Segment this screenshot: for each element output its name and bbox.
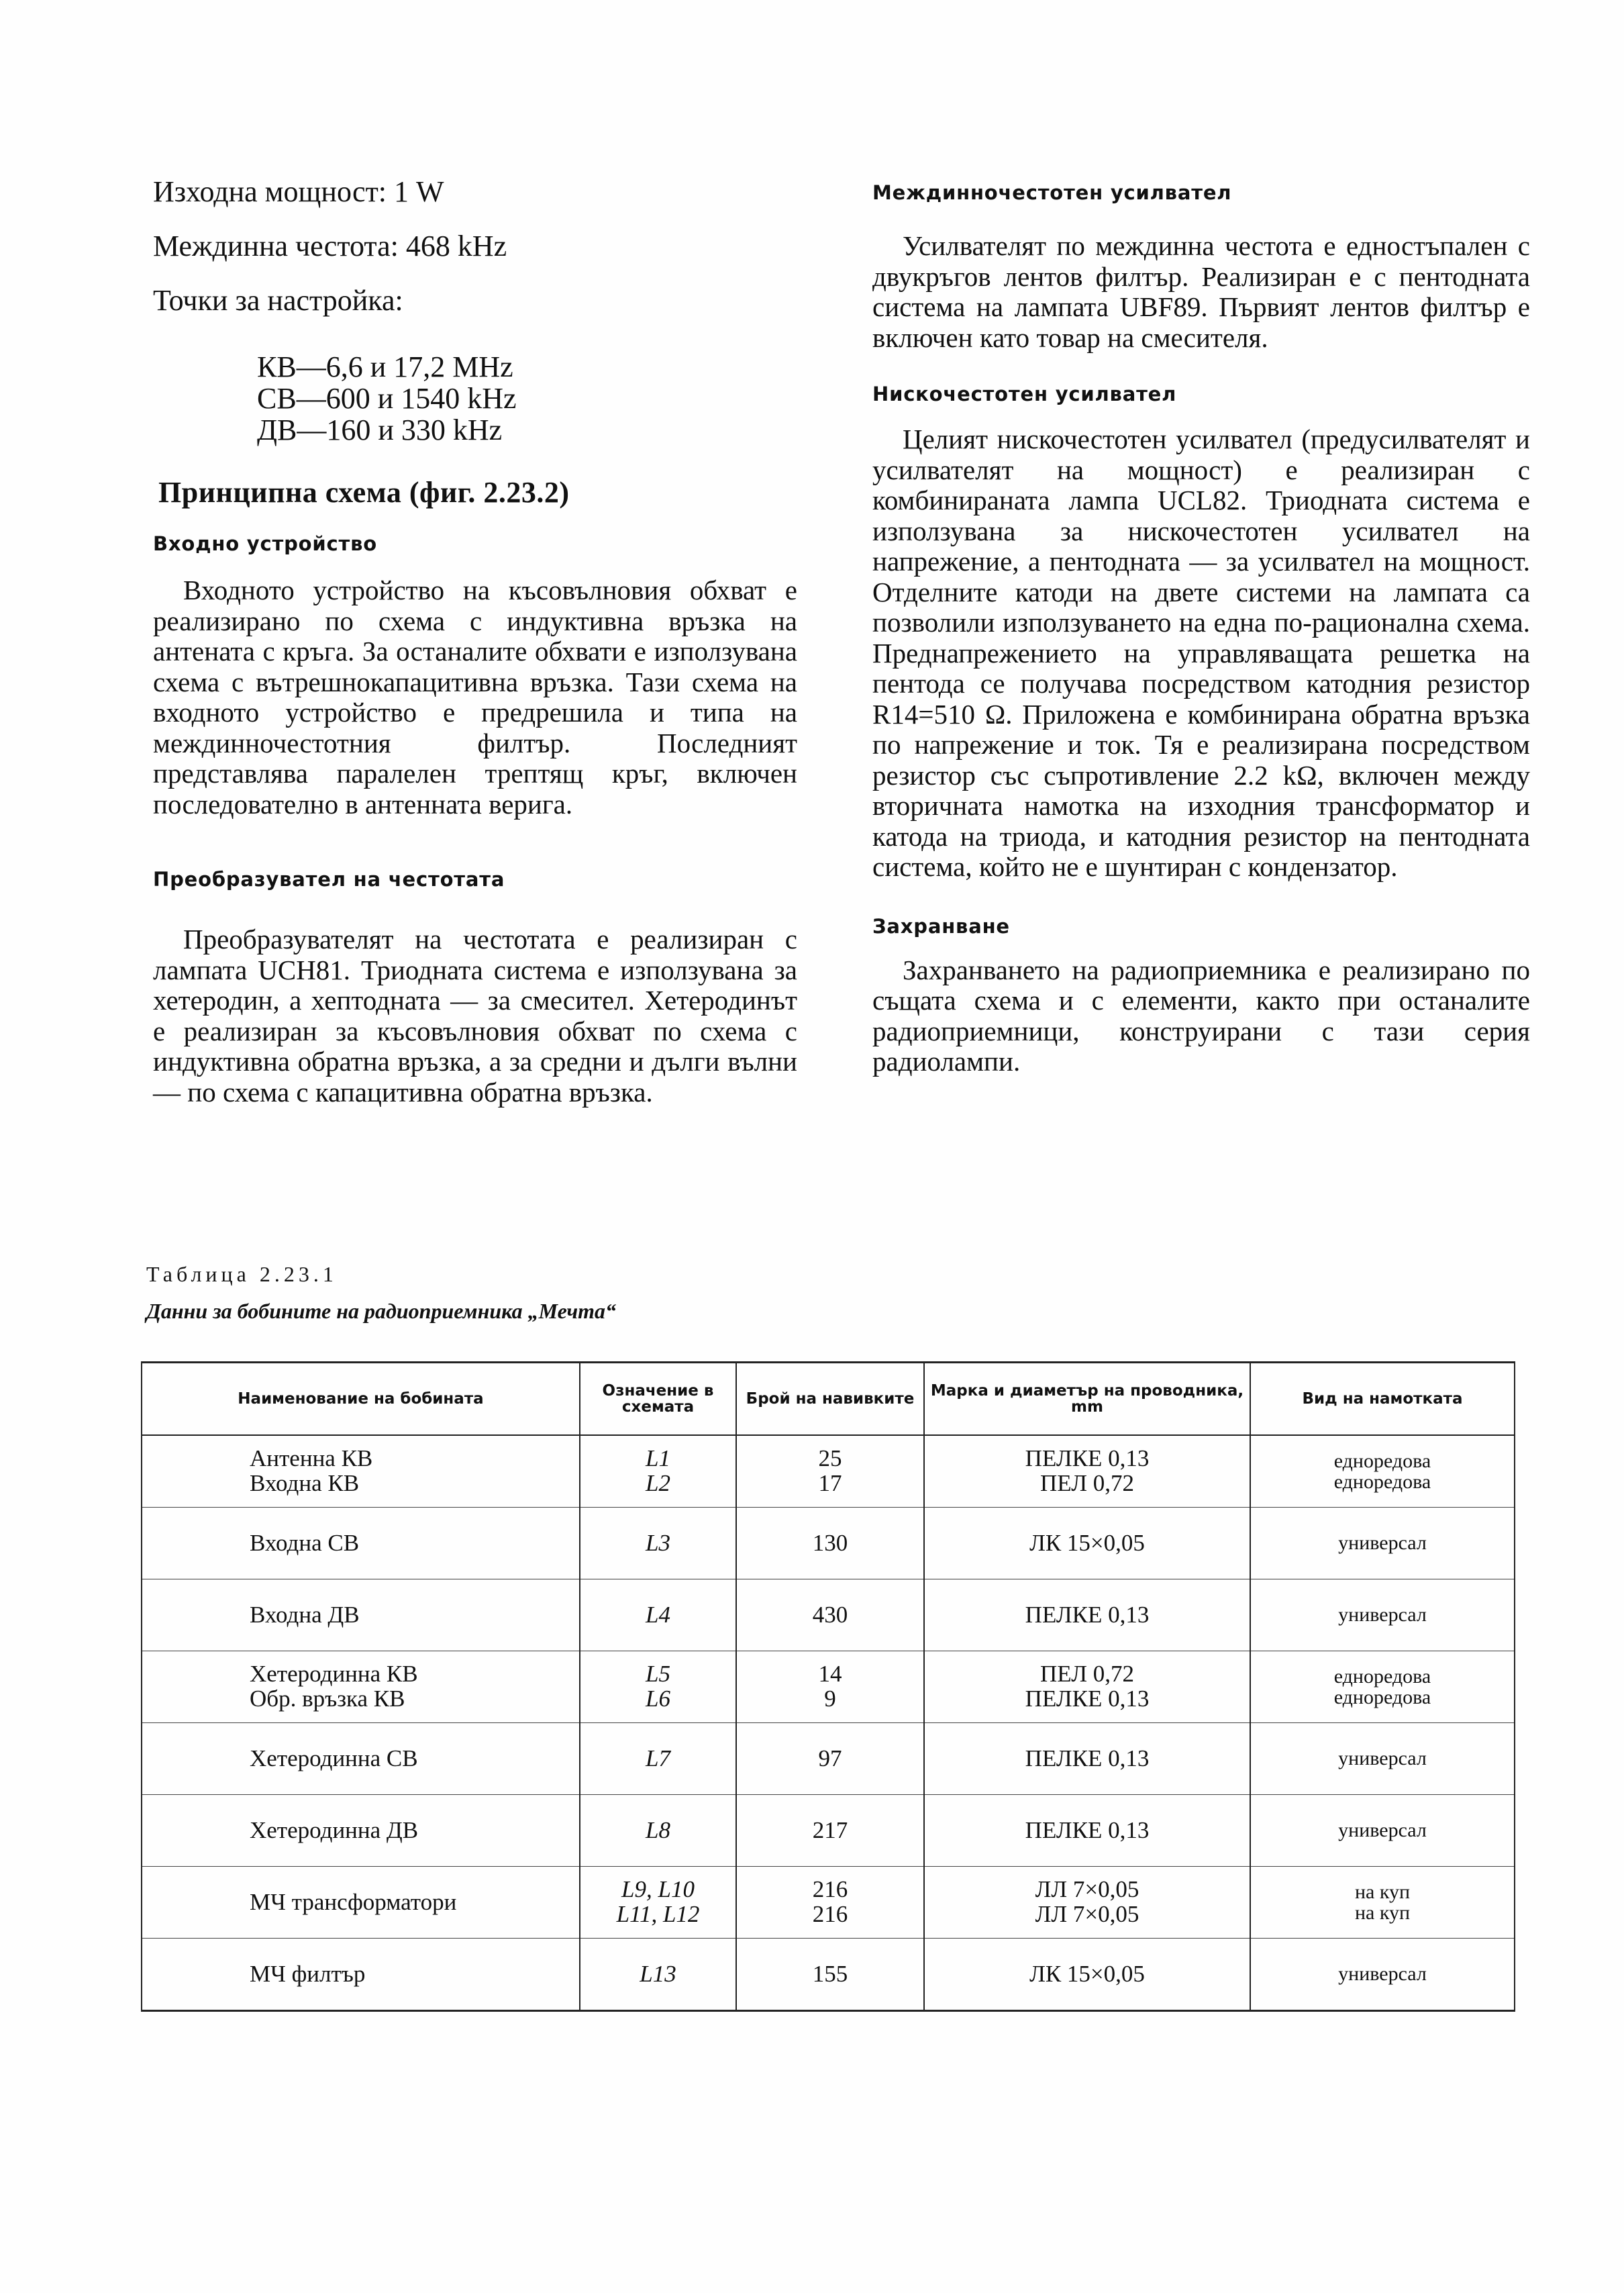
wire-cell: ПЕЛ 0,72 ПЕЛКЕ 0,13 bbox=[924, 1651, 1250, 1723]
wire-cell: ПЕЛКЕ 0,13 ПЕЛ 0,72 bbox=[924, 1435, 1250, 1508]
table-row bbox=[142, 1939, 1515, 2011]
table-caption bbox=[146, 1262, 616, 1324]
if-amplifier-text: Усилвателят по междинна честота е едностъпален с двукръгов лентов филтър. Реализиран е с пентодната система на лампата UBF89. Първият лентов филтър е включен като товар на смесителя. bbox=[872, 230, 1530, 353]
if-amplifier-heading: Междинночестотен усилвател bbox=[872, 181, 1232, 204]
header-turns: Брой на навивките bbox=[736, 1363, 924, 1436]
coil-name-cell: МЧ трансформатори bbox=[142, 1867, 580, 1939]
table-row bbox=[142, 1435, 1515, 1508]
input-section-text: Входното устройство на късовълновия обхват е реализирано по схема с индуктивна връзка на антената с кръга. За останалите обхвати е използувана схема с вътрешнокапацитивна връзка. Тази схема на входното устройство е предрешила и типа на междинночестотния филтър. Последният представлява паралелен трептящ кръг, включен последователно в антенната верига. bbox=[153, 575, 797, 820]
turns-cell: 97 bbox=[736, 1723, 924, 1795]
designation-cell: L9, L10 L11, L12 bbox=[580, 1867, 736, 1939]
table-row bbox=[142, 1795, 1515, 1867]
turns-cell: 25 17 bbox=[736, 1435, 924, 1508]
tuning-kv: КВ—6,6 и 17,2 MHz bbox=[257, 350, 513, 383]
turns-cell: 430 bbox=[736, 1579, 924, 1651]
winding-type-cell: универсал bbox=[1250, 1723, 1515, 1795]
table-row bbox=[142, 1579, 1515, 1651]
designation-cell: L8 bbox=[580, 1795, 736, 1867]
winding-type-cell: универсал bbox=[1250, 1579, 1515, 1651]
turns-cell: 14 9 bbox=[736, 1651, 924, 1723]
input-section-heading: Входно устройство bbox=[153, 532, 377, 556]
turns-cell: 216 216 bbox=[736, 1867, 924, 1939]
table-row bbox=[142, 1651, 1515, 1723]
coil-data-table bbox=[141, 1361, 1515, 2012]
designation-cell: L7 bbox=[580, 1723, 736, 1795]
header-wire: Марка и диаметър на проводника, mm bbox=[924, 1363, 1250, 1436]
header-coil-name: Наименование на бобината bbox=[142, 1363, 580, 1436]
wire-cell: ПЕЛКЕ 0,13 bbox=[924, 1723, 1250, 1795]
turns-cell: 130 bbox=[736, 1508, 924, 1579]
intermediate-frequency: Междинна честота: 468 kHz bbox=[153, 230, 507, 262]
lf-amplifier-text: Целият нискочестотен усилвател (предусилвателят и усилвателят на мощност) е реализиран с комбинираната лампа UCL82. Триодната система е използувана за нискочестотен усилвател на напрежение, а пентодната — за усилвател на мощност. Отделните катоди на двете системи на лампата са позволили използуването на една по-рационална схема. Преднапрежението на управляващата решетка на пентода се получава посредством катодния резистор R14=510 Ω. Приложена е комбинирана обратна връзка по напрежение и ток. Тя е реализирана посредством резистор със съпротивление 2.2 kΩ, включен между вторичната намотка на изходния трансформатор и катода на триода, и катодния резистор на пентодната система, който не е шунтиран с кондензатор. bbox=[872, 424, 1530, 882]
coil-name-cell: Антенна КВ Входна КВ bbox=[142, 1435, 580, 1508]
wire-cell: ЛЛ 7×0,05 ЛЛ 7×0,05 bbox=[924, 1867, 1250, 1939]
coil-name-cell: Хетеродинна ДВ bbox=[142, 1795, 580, 1867]
header-winding-type: Вид на намотката bbox=[1250, 1363, 1515, 1436]
winding-type-cell: универсал bbox=[1250, 1795, 1515, 1867]
converter-section-heading: Преобразувател на честотата bbox=[153, 868, 505, 891]
designation-cell: L13 bbox=[580, 1939, 736, 2011]
tuning-points-list bbox=[153, 351, 797, 446]
output-power: Изходна мощност: 1 W bbox=[153, 175, 444, 208]
winding-type-cell: универсал bbox=[1250, 1939, 1515, 2011]
designation-cell: L5 L6 bbox=[580, 1651, 736, 1723]
winding-type-cell: едноредова едноредова bbox=[1250, 1435, 1515, 1508]
table-number: Таблица 2.23.1 bbox=[146, 1262, 338, 1286]
wire-cell: ПЕЛКЕ 0,13 bbox=[924, 1579, 1250, 1651]
winding-type-cell: едноредова едноредова bbox=[1250, 1651, 1515, 1723]
turns-cell: 217 bbox=[736, 1795, 924, 1867]
winding-type-cell: универсал bbox=[1250, 1508, 1515, 1579]
coil-name-cell: Входна СВ bbox=[142, 1508, 580, 1579]
header-designation: Означение в схемата bbox=[580, 1363, 736, 1436]
tuning-points-label: Точки за настройка: bbox=[153, 284, 403, 317]
wire-cell: ЛК 15×0,05 bbox=[924, 1939, 1250, 2011]
table-row bbox=[142, 1867, 1515, 1939]
lf-amplifier-heading: Нискочестотен усилвател bbox=[872, 383, 1177, 405]
wire-cell: ПЕЛКЕ 0,13 bbox=[924, 1795, 1250, 1867]
turns-cell: 155 bbox=[736, 1939, 924, 2011]
coil-name-cell: Хетеродинна КВ Обр. връзка КВ bbox=[142, 1651, 580, 1723]
table-row bbox=[142, 1723, 1515, 1795]
schematic-heading: Принципна схема (фиг. 2.23.2) bbox=[158, 476, 570, 509]
table-title: Данни за бобините на радиоприемника „Мечта“ bbox=[146, 1299, 617, 1323]
coil-name-cell: Хетеродинна СВ bbox=[142, 1723, 580, 1795]
converter-section-text: Преобразувателят на честотата е реализиран с лампата UCH81. Триодната система е използувана за хетеродин, а хептодната — за смесител. Хетеродинът е реализиран за късовълновия обхват по схема с индуктивна обратна връзка, а за средни и дълги вълни — по схема с капацитивна обратна връзка. bbox=[153, 924, 797, 1108]
specs-block bbox=[153, 173, 797, 446]
table-header-row bbox=[142, 1363, 1515, 1436]
designation-cell: L3 bbox=[580, 1508, 736, 1579]
right-column bbox=[872, 181, 1530, 1077]
tuning-dv: ДВ—160 и 330 kHz bbox=[257, 413, 503, 447]
power-supply-heading: Захранване bbox=[872, 914, 1010, 938]
table-body bbox=[142, 1435, 1515, 2011]
coil-name-cell: МЧ филтър bbox=[142, 1939, 580, 2011]
left-column bbox=[153, 173, 797, 1108]
wire-cell: ЛК 15×0,05 bbox=[924, 1508, 1250, 1579]
table-row bbox=[142, 1508, 1515, 1579]
winding-type-cell: на куп на куп bbox=[1250, 1867, 1515, 1939]
designation-cell: L1 L2 bbox=[580, 1435, 736, 1508]
designation-cell: L4 bbox=[580, 1579, 736, 1651]
power-supply-text: Захранването на радиоприемника е реализирано по същата схема и с елементи, както при останалите радиоприемници, конструирани с тази серия радиолампи. bbox=[872, 954, 1530, 1077]
coil-name-cell: Входна ДВ bbox=[142, 1579, 580, 1651]
tuning-sv: СВ—600 и 1540 kHz bbox=[257, 382, 517, 416]
